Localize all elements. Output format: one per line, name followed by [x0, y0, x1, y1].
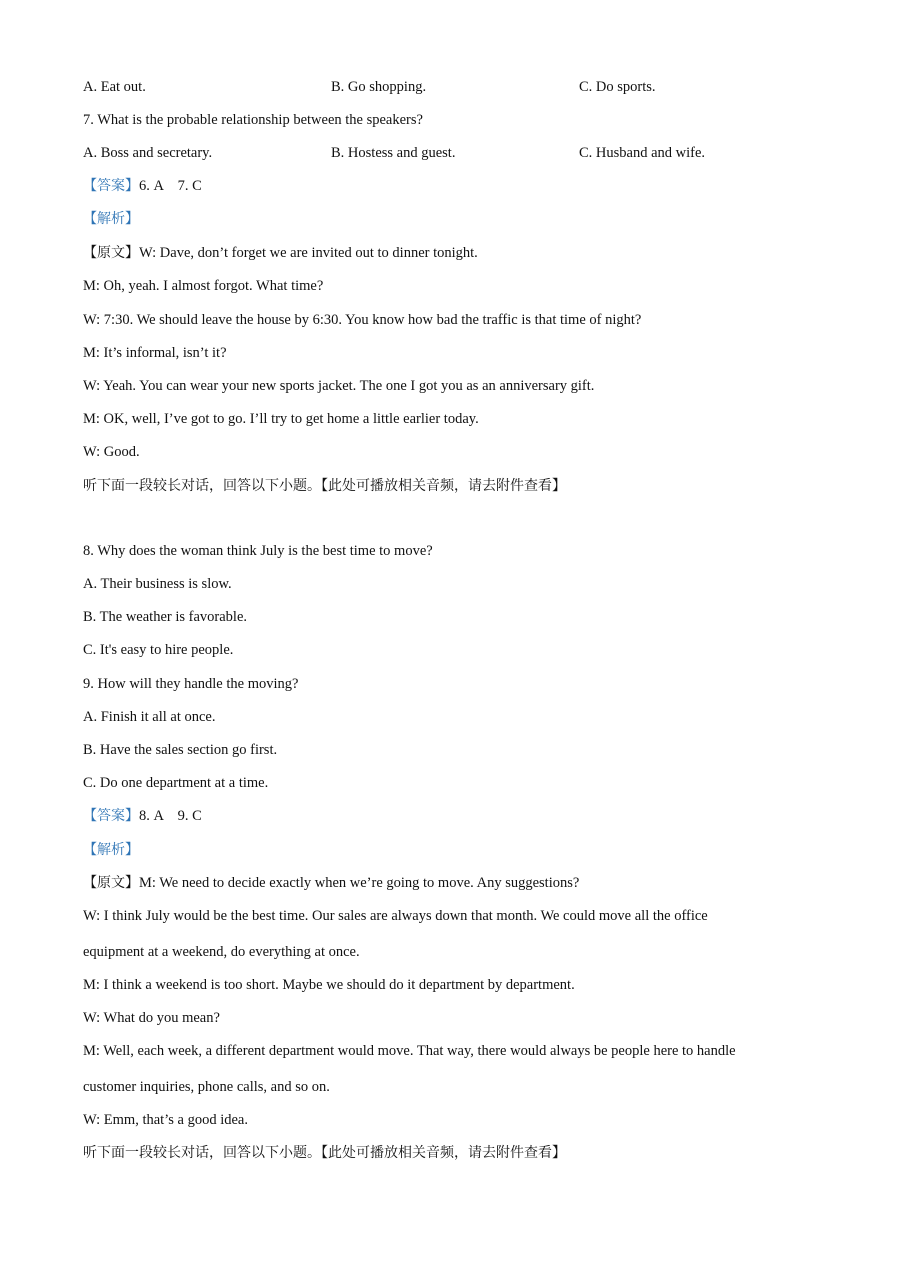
analysis-tag: 【解析】	[83, 842, 139, 858]
transcript-tag: 【原文】	[83, 875, 139, 891]
answer-tag: 【答案】	[83, 808, 139, 824]
transcript-1-line-3: W: 7:30. We should leave the house by 6:30. You know how bad the traffic is that time of night?	[83, 312, 642, 328]
q9-option-b: B. Have the sales section go first.	[83, 742, 278, 758]
q8-option-c: C. It's easy to hire people.	[83, 642, 234, 658]
transcript-1-line-1	[83, 243, 478, 263]
answer-8-9-text: 8. A 9. C	[139, 808, 202, 824]
transcript-text: M: We need to decide exactly when we’re going to move. Any suggestions?	[139, 875, 580, 891]
q6-option-a: A. Eat out.	[83, 79, 146, 95]
q8-option-a: A. Their business is slow.	[83, 576, 232, 592]
q7-option-a: A. Boss and secretary.	[83, 145, 213, 161]
q9-option-c: C. Do one department at a time.	[83, 775, 269, 791]
answer-tag: 【答案】	[83, 178, 139, 194]
transcript-1-line-6: M: OK, well, I’ve got to go. I’ll try to get home a little earlier today.	[83, 411, 479, 427]
transcript-1-line-5: W: Yeah. You can wear your new sports jacket. The one I got you as an anniversary gift.	[83, 378, 595, 394]
q9-question: 9. How will they handle the moving?	[83, 676, 299, 692]
analysis-heading-2	[83, 840, 139, 860]
q7-option-c: C. Husband and wife.	[579, 145, 706, 161]
answer-8-9	[83, 806, 202, 826]
transcript-2-line-8: W: Emm, that’s a good idea.	[83, 1112, 248, 1128]
transcript-2-line-5: W: What do you mean?	[83, 1010, 220, 1026]
transcript-2-line-2: W: I think July would be the best time. Our sales are always down that month. We could move all the office	[83, 908, 708, 924]
analysis-tag: 【解析】	[83, 211, 139, 227]
transcript-2-line-4: M: I think a weekend is too short. Maybe we should do it department by department.	[83, 977, 575, 993]
transcript-2-line-3: equipment at a weekend, do everything at once.	[83, 944, 360, 960]
section-instruction-1: 听下面一段较长对话，回答以下小题。【此处可播放相关音频，请去附件查看】	[83, 478, 566, 494]
analysis-heading-1	[83, 209, 139, 229]
q8-option-b: B. The weather is favorable.	[83, 609, 248, 625]
transcript-2-line-6: M: Well, each week, a different department would move. That way, there would always be people here to handle	[83, 1043, 736, 1059]
section-instruction-2: 听下面一段较长对话，回答以下小题。【此处可播放相关音频，请去附件查看】	[83, 1145, 566, 1161]
q9-option-a: A. Finish it all at once.	[83, 709, 216, 725]
answer-6-7-text: 6. A 7. C	[139, 178, 202, 194]
transcript-1-line-7: W: Good.	[83, 444, 140, 460]
transcript-1-line-4: M: It’s informal, isn’t it?	[83, 345, 227, 361]
q7-question: 7. What is the probable relationship between the speakers?	[83, 112, 423, 128]
transcript-tag: 【原文】	[83, 245, 139, 261]
transcript-2-line-7: customer inquiries, phone calls, and so on.	[83, 1079, 330, 1095]
transcript-text: W: Dave, don’t forget we are invited out to dinner tonight.	[139, 245, 478, 261]
q6-option-b: B. Go shopping.	[331, 79, 427, 95]
transcript-2-line-1	[83, 873, 579, 893]
q6-option-c: C. Do sports.	[579, 79, 656, 95]
q8-question: 8. Why does the woman think July is the best time to move?	[83, 543, 433, 559]
answer-6-7	[83, 176, 202, 196]
q7-option-b: B. Hostess and guest.	[331, 145, 456, 161]
transcript-1-line-2: M: Oh, yeah. I almost forgot. What time?	[83, 278, 324, 294]
